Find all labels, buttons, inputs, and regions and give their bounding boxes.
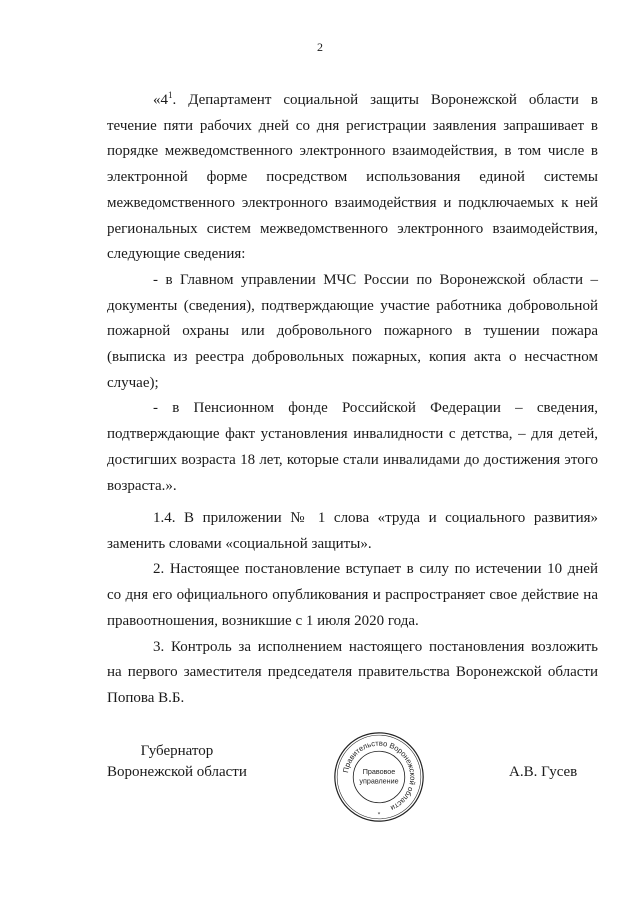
clause-superscript: 1 <box>168 90 173 100</box>
stamp-star: * <box>377 811 381 819</box>
paragraph-1-4: 1.4. В приложении № 1 слова «труда и социального развития» заменить словами «социальной защиты». <box>107 510 598 552</box>
stamp-ring-text: Правительство Воронежской области <box>341 738 418 813</box>
paragraph-2: 2. Настоящее постановление вступает в силу по истечении 10 дней со дня его официального опубликования и распространяет свое действие на правоотношения, возникшие с 1 июля 2020 года. <box>107 561 598 629</box>
body-text-upper <box>107 88 598 499</box>
stamp-center-line2: управление <box>359 777 399 786</box>
signatory-title-line2: Воронежской области <box>107 764 247 780</box>
paragraph-3: 3. Контроль за исполнением настоящего постановления возложить на первого заместителя председателя правительства Воронежской области Попова В.Б. <box>107 638 598 706</box>
signatory-title <box>107 741 247 783</box>
stamp-center-line1: Правовое <box>362 768 396 777</box>
paragraph-mchs: - в Главном управлении МЧС России по Воронежской области – документы (сведения), подтверждающие участие работника добровольной пожарной охраны или добровольного пожарного в тушении пожара (выписка из реестра добровольных пожарных, копия акта о несчастном случае); <box>107 271 598 391</box>
paragraph-pension-fund: - в Пенсионном фонде Российской Федерации – сведения, подтверждающие факт установления инвалидности с детства, – для детей, достигших возраста 18 лет, которые стали инвалидами до достижения этого возраста.». <box>107 400 598 494</box>
paragraph-4-1 <box>107 88 598 268</box>
signatory-name: А.В. Гусев <box>509 764 578 780</box>
paragraph-4-1-text: . Департамент социальной защиты Воронежской области в течение пяти рабочих дней со дня регистрации заявления запрашивает в порядке межведомственного электронного взаимодействия, в том числе в электронной форме посредством использования единой системы межведомственного электронного взаимодействия и подключаемых к ней региональных систем межведомственного электронного взаимодействия, следующие сведения: <box>107 92 598 263</box>
body-text-lower <box>107 506 598 712</box>
legal-department-stamp <box>333 731 425 823</box>
signatory-title-line1: Губернатор <box>140 743 214 759</box>
clause-number: «4 <box>153 92 168 108</box>
page-number: 2 <box>317 40 323 54</box>
